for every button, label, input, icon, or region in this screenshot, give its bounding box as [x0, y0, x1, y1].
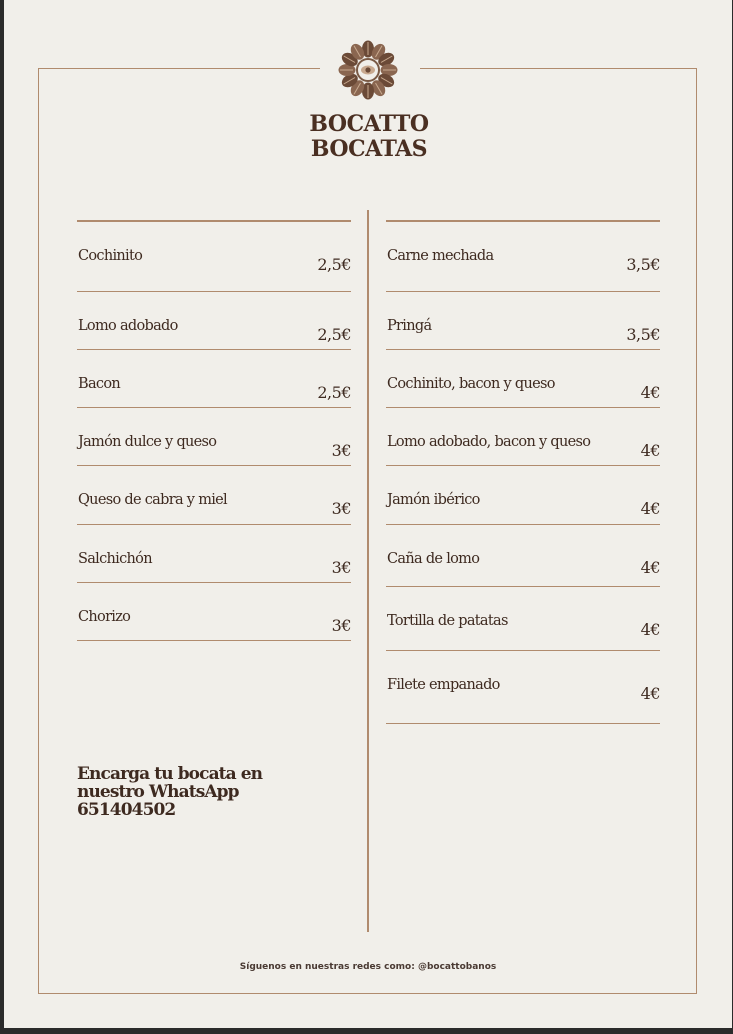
column-divider — [367, 210, 369, 932]
menu-item-name: Jamón ibérico — [387, 491, 480, 508]
menu-item — [386, 651, 660, 724]
menu-item — [386, 350, 660, 408]
menu-item — [77, 222, 351, 292]
menu-item — [77, 466, 351, 525]
menu-item-price: 3,5€ — [626, 254, 660, 274]
menu-item-name: Filete empanado — [387, 676, 500, 693]
whatsapp-contact — [77, 765, 337, 819]
menu-item-price: 3€ — [331, 440, 351, 460]
menu-item-price: 4€ — [640, 440, 660, 460]
menu-item-price: 4€ — [640, 683, 660, 703]
menu-item — [77, 525, 351, 583]
menu-column-left — [77, 220, 351, 641]
brand-line-1: BOCATTO — [309, 111, 429, 137]
menu-item-price: 4€ — [640, 498, 660, 518]
contact-line-1: Encarga tu bocata en — [77, 764, 263, 784]
menu-item-price: 2,5€ — [317, 254, 351, 274]
menu-item-price: 3€ — [331, 557, 351, 577]
menu-item-name: Cochinito, bacon y queso — [387, 375, 555, 392]
contact-phone: 651404502 — [77, 800, 176, 820]
menu-item — [77, 583, 351, 641]
menu-page — [4, 0, 732, 1028]
social-footer: Síguenos en nuestras redes como: @bocattobanos — [239, 962, 497, 972]
menu-item — [386, 222, 660, 292]
menu-item — [386, 525, 660, 587]
sunflower-logo-icon — [335, 37, 401, 103]
menu-column-right — [386, 220, 660, 724]
menu-item-price: 4€ — [640, 619, 660, 639]
menu-item-price: 4€ — [640, 382, 660, 402]
brand-name — [254, 112, 484, 162]
menu-item-price: 3€ — [331, 615, 351, 635]
menu-item-price: 2,5€ — [317, 382, 351, 402]
menu-item-price: 3€ — [331, 498, 351, 518]
menu-item-price: 2,5€ — [317, 324, 351, 344]
menu-item-name: Bacon — [78, 375, 120, 392]
menu-item — [386, 587, 660, 651]
menu-item-name: Cochinito — [78, 247, 143, 264]
menu-item-name: Queso de cabra y miel — [78, 491, 227, 508]
menu-item — [77, 408, 351, 466]
menu-item — [77, 350, 351, 408]
menu-item-name: Salchichón — [78, 550, 152, 567]
menu-item-name: Lomo adobado — [78, 317, 178, 334]
menu-item — [386, 466, 660, 525]
brand-line-2: BOCATAS — [310, 136, 428, 162]
menu-item-name: Tortilla de patatas — [387, 612, 508, 629]
menu-item-name: Pringá — [387, 317, 432, 334]
menu-item-name: Jamón dulce y queso — [78, 433, 217, 450]
menu-item-price: 4€ — [640, 557, 660, 577]
menu-item — [386, 292, 660, 350]
menu-item-price: 3,5€ — [626, 324, 660, 344]
menu-item — [386, 408, 660, 466]
menu-item-name: Carne mechada — [387, 247, 494, 264]
menu-item — [77, 292, 351, 350]
menu-item-name: Caña de lomo — [387, 550, 480, 567]
menu-item-name: Chorizo — [78, 608, 131, 625]
contact-line-2: nuestro WhatsApp — [77, 782, 239, 802]
menu-item-name: Lomo adobado, bacon y queso — [387, 433, 591, 450]
